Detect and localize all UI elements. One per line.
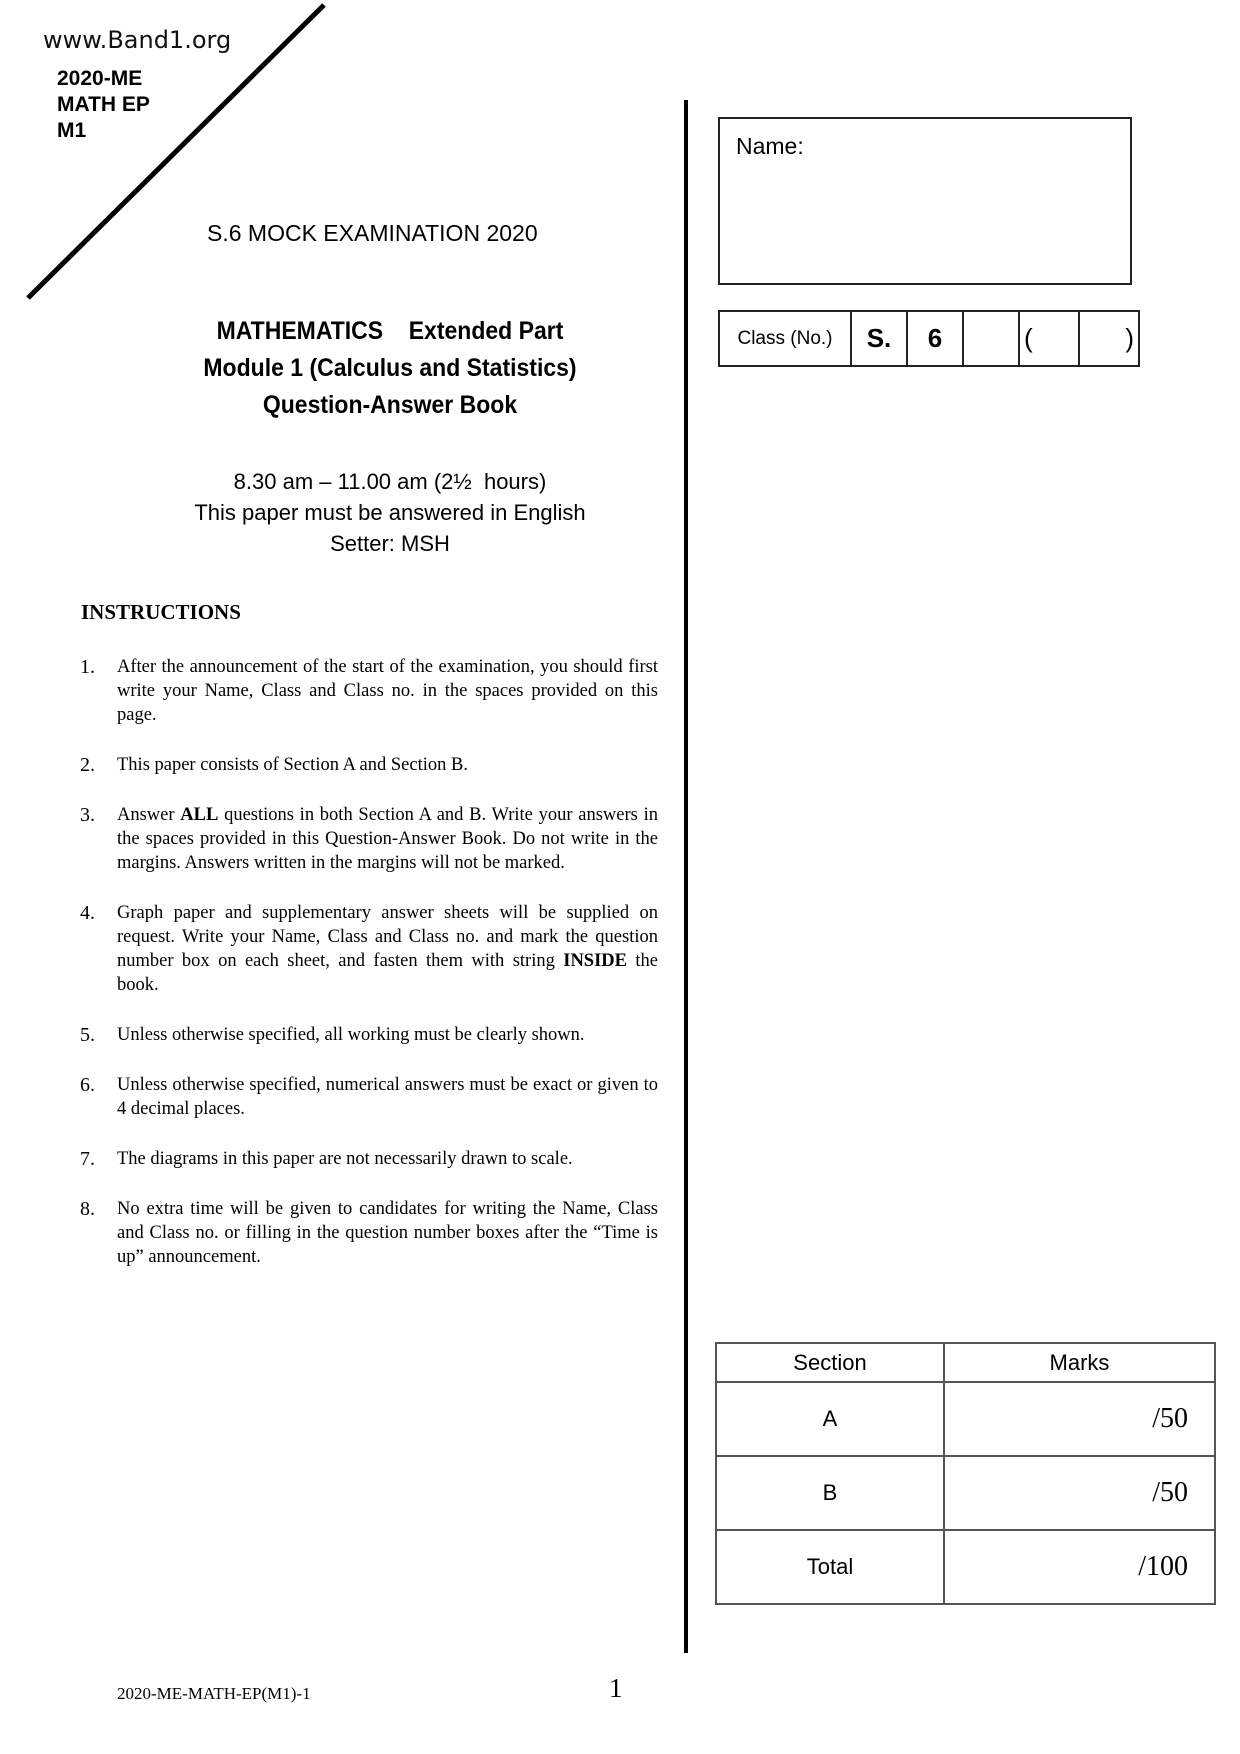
header-marks: Marks <box>944 1343 1215 1382</box>
subject-title <box>197 313 583 424</box>
instruction-text: The diagrams in this paper are not necessarily drawn to scale. <box>117 1149 573 1169</box>
paper-code-line3: M1 <box>57 119 87 142</box>
instruction-text <box>117 803 658 875</box>
instruction-number: 1. <box>80 656 95 678</box>
page-number: 1 <box>609 1673 623 1703</box>
instruction-item <box>80 1073 658 1121</box>
corner-diagonal-line <box>0 0 340 340</box>
marks-cell: /100 <box>944 1530 1215 1604</box>
class-no-close-paren: ) <box>1125 323 1134 353</box>
instruction-number: 5. <box>80 1024 95 1046</box>
table-row <box>716 1530 1215 1604</box>
instruction-item <box>80 803 658 875</box>
paper-code-line1: 2020-ME <box>57 67 143 90</box>
instruction-text: This paper consists of Section A and Section B. <box>117 755 468 775</box>
instruction-number: 4. <box>80 902 95 924</box>
class-label: Class (No.) <box>719 311 851 366</box>
class-form: 6 <box>907 311 963 366</box>
section-cell: B <box>716 1456 944 1530</box>
instruction-item <box>80 901 658 997</box>
header-section: Section <box>716 1343 944 1382</box>
instruction-item <box>80 753 658 777</box>
class-prefix: S. <box>851 311 907 366</box>
class-letter-field[interactable] <box>963 311 1019 366</box>
marks-cell: /50 <box>944 1456 1215 1530</box>
instruction-text-bold: INSIDE <box>563 951 627 971</box>
instructions-title: INSTRUCTIONS <box>81 600 241 624</box>
instruction-item <box>80 1147 658 1171</box>
exam-title: S.6 MOCK EXAMINATION 2020 <box>207 220 538 246</box>
marks-cell: /50 <box>944 1382 1215 1456</box>
instruction-text-bold: ALL <box>180 805 219 825</box>
section-cell: Total <box>716 1530 944 1604</box>
instruction-text-post: the book. <box>117 951 659 995</box>
instruction-number: 3. <box>80 804 95 826</box>
instruction-text-post: questions in both Section A and B. Write your answers in the spaces provided in this Question-Answer Book. Do not write in the margins. Answers written in the margins will not be marked. <box>117 805 658 873</box>
table-row <box>716 1382 1215 1456</box>
table-row <box>716 1456 1215 1530</box>
vertical-divider <box>684 100 688 1653</box>
instruction-text: Unless otherwise specified, numerical answers must be exact or given to 4 decimal places. <box>117 1075 658 1119</box>
instruction-number: 7. <box>80 1148 95 1170</box>
class-no-open-paren: ( <box>1019 311 1079 366</box>
section-cell: A <box>716 1382 944 1456</box>
instruction-text: No extra time will be given to candidates for writing the Name, Class and Class no. or filling in the question number boxes after the “Time is up” announcement. <box>117 1199 658 1267</box>
instruction-text: Unless otherwise specified, all working must be clearly shown. <box>117 1025 585 1045</box>
instruction-item <box>80 1197 658 1269</box>
name-label: Name: <box>736 133 804 159</box>
instruction-text <box>117 901 658 997</box>
subject-line2: Module 1 (Calculus and Statistics) <box>203 354 577 382</box>
instruction-number: 8. <box>80 1198 95 1220</box>
instruction-text: After the announcement of the start of the examination, you should first write your Name, Class and Class no. in the spaces provided on this page. <box>117 657 658 725</box>
marks-table <box>715 1342 1216 1605</box>
exam-info <box>160 466 620 559</box>
exam-setter: Setter: MSH <box>330 531 450 556</box>
watermark-text: www.Band1.org <box>43 26 232 54</box>
instruction-number: 6. <box>80 1074 95 1096</box>
class-no-field[interactable] <box>1079 311 1139 366</box>
instruction-text-pre: Graph paper and supplementary answer sheets will be supplied on request. Write your Name, Class and Class no. and mark the question number box on each sheet, and fasten them with string <box>117 903 658 971</box>
instruction-item <box>80 655 658 727</box>
paper-code-line2: MATH EP <box>57 93 150 116</box>
instructions-list <box>80 655 658 1295</box>
name-field[interactable] <box>718 117 1132 285</box>
subject-line3: Question-Answer Book <box>262 391 518 419</box>
marks-table-header <box>716 1343 1215 1382</box>
subject-line1: MATHEMATICS Extended Part <box>216 317 564 345</box>
instruction-text-pre: Answer <box>117 805 181 825</box>
exam-language: This paper must be answered in English <box>194 500 586 525</box>
instruction-number: 2. <box>80 754 95 776</box>
class-number-box <box>718 310 1140 367</box>
footer-paper-code: 2020-ME-MATH-EP(M1)-1 <box>117 1684 311 1703</box>
instruction-item <box>80 1023 658 1047</box>
exam-time: 8.30 am – 11.00 am (2½ hours) <box>233 469 547 494</box>
